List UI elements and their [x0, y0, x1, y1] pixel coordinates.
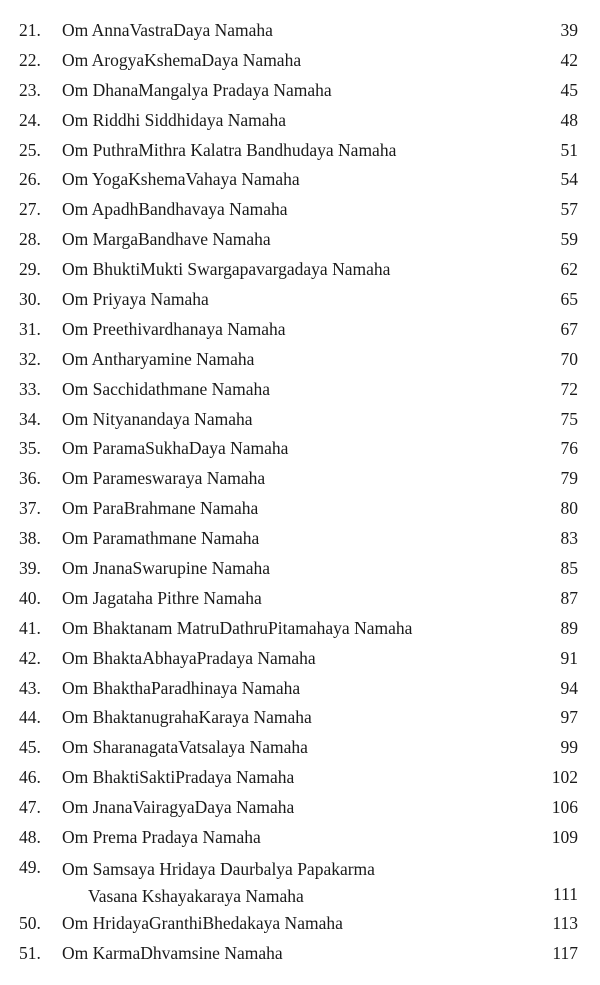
entry-number: 43. — [19, 677, 41, 698]
table-of-contents — [0, 16, 600, 969]
toc-entry — [0, 939, 600, 969]
entry-title: Om AnnaVastraDaya Namaha — [62, 20, 273, 40]
entry-number: 50. — [19, 912, 41, 933]
entry-page-number: 117 — [552, 942, 578, 963]
entry-number: 51. — [19, 942, 41, 963]
toc-entry — [0, 494, 600, 524]
toc-entry — [0, 823, 600, 853]
entry-page-number: 70 — [560, 348, 578, 369]
toc-entry — [0, 614, 600, 644]
entry-number: 49. — [19, 856, 41, 877]
toc-entry — [0, 763, 600, 793]
entry-number: 24. — [19, 109, 41, 130]
toc-entry — [0, 793, 600, 823]
entry-number: 33. — [19, 378, 41, 399]
entry-page-number: 59 — [560, 229, 578, 250]
entry-page-number: 83 — [560, 528, 578, 549]
toc-entry — [0, 285, 600, 315]
entry-number: 48. — [19, 827, 41, 848]
entry-title: Om ApadhBandhavaya Namaha — [62, 199, 288, 220]
entry-title: Om BhaktiSaktiPradaya Namaha — [62, 767, 295, 788]
entry-page-number: 106 — [551, 797, 578, 818]
toc-entry — [0, 909, 600, 939]
entry-page-number: 91 — [560, 647, 578, 668]
entry-page-number: 67 — [560, 318, 578, 339]
entry-title — [62, 856, 530, 910]
toc-entry — [0, 405, 600, 435]
toc-entry — [0, 524, 600, 554]
entry-title: Om Parameswaraya Namaha — [62, 468, 266, 489]
entry-page-number: 75 — [560, 408, 578, 429]
entry-title: Om Bhaktanam MatruDathruPitamahaya Namaha — [62, 617, 413, 638]
entry-title: Om Preethivardhanaya Namaha — [62, 318, 286, 339]
entry-title: Om Paramathmane Namaha — [62, 528, 260, 549]
toc-entry — [0, 46, 600, 76]
entry-title: Om Antharyamine Namaha — [62, 348, 255, 369]
entry-page-number: 62 — [560, 259, 578, 280]
toc-entry — [0, 225, 600, 255]
entry-title: Om BhuktiMukti Swargapavargadaya Namaha — [62, 259, 391, 280]
entry-page-number: 87 — [560, 587, 578, 608]
entry-title: Om ParamaSukhaDaya Namaha — [62, 438, 289, 459]
entry-number: 46. — [19, 767, 41, 788]
entry-page-number: 72 — [560, 378, 578, 399]
entry-title: Om BhakthaParadhinaya Namaha — [62, 677, 301, 698]
entry-page-number: 48 — [560, 109, 578, 130]
entry-number: 27. — [19, 199, 41, 220]
toc-entry — [0, 733, 600, 763]
entry-title: Om ArogyaKshemaDaya Namaha — [62, 49, 302, 70]
entry-title: Om KarmaDhvamsine Namaha — [62, 942, 283, 963]
toc-entry — [0, 375, 600, 405]
entry-number: 40. — [19, 587, 41, 608]
entry-page-number: 45 — [560, 79, 578, 100]
entry-page-number: 57 — [560, 199, 578, 220]
entry-number: 29. — [19, 259, 41, 280]
entry-title: Om JnanaVairagyaDaya Namaha — [62, 797, 295, 818]
toc-entry — [0, 554, 600, 584]
toc-entry — [0, 434, 600, 464]
entry-page-number: 85 — [560, 558, 578, 579]
entry-number: 22. — [19, 49, 41, 70]
toc-entry — [0, 76, 600, 106]
entry-page-number: 102 — [551, 767, 578, 788]
toc-entry — [0, 16, 600, 46]
entry-number: 38. — [19, 528, 41, 549]
toc-entry — [0, 195, 600, 225]
entry-page-number: 54 — [560, 169, 578, 190]
entry-number: 30. — [19, 289, 41, 310]
entry-number: 23. — [19, 79, 41, 100]
entry-number: 28. — [19, 229, 41, 250]
entry-title: Om YogaKshemaVahaya Namaha — [62, 169, 300, 190]
toc-entry — [0, 674, 600, 704]
toc-entry — [0, 644, 600, 674]
entry-title: Om Priyaya Namaha — [62, 289, 209, 310]
entry-title: Om Sacchidathmane Namaha — [62, 378, 270, 399]
entry-number: 44. — [19, 707, 41, 728]
entry-title: Om Prema Pradaya Namaha — [62, 827, 261, 848]
entry-page-number: 111 — [553, 883, 578, 904]
toc-entry — [0, 106, 600, 136]
entry-number: 25. — [19, 139, 41, 160]
entry-title: Om DhanaMangalya Pradaya Namaha — [62, 79, 332, 100]
toc-entry — [0, 703, 600, 733]
toc-entry — [0, 853, 600, 909]
entry-title: Om HridayaGranthiBhedakaya Namaha — [62, 912, 343, 933]
entry-number: 42. — [19, 647, 41, 668]
toc-entry — [0, 345, 600, 375]
entry-page-number: 65 — [560, 289, 578, 310]
entry-title: Om Jagataha Pithre Namaha — [62, 587, 262, 608]
entry-page-number: 79 — [560, 468, 578, 489]
entry-number: 21. — [19, 20, 41, 40]
entry-number: 47. — [19, 797, 41, 818]
toc-entry — [0, 315, 600, 345]
entry-title: Om Riddhi Siddhidaya Namaha — [62, 109, 287, 130]
entry-number: 39. — [19, 558, 41, 579]
entry-page-number: 94 — [560, 677, 578, 698]
toc-entry — [0, 464, 600, 494]
entry-title: Om MargaBandhave Namaha — [62, 229, 271, 250]
entry-number: 35. — [19, 438, 41, 459]
entry-title: Om BhaktanugrahaKaraya Namaha — [62, 707, 312, 728]
entry-page-number: 97 — [560, 707, 578, 728]
entry-page-number: 39 — [560, 20, 578, 40]
entry-number: 34. — [19, 408, 41, 429]
entry-title: Om Nityanandaya Namaha — [62, 408, 253, 429]
entry-number: 26. — [19, 169, 41, 190]
toc-entry — [0, 584, 600, 614]
toc-entry — [0, 255, 600, 285]
entry-number: 36. — [19, 468, 41, 489]
entry-page-number: 89 — [560, 617, 578, 638]
entry-number: 41. — [19, 617, 41, 638]
entry-number: 45. — [19, 737, 41, 758]
entry-title-line-1: Om Samsaya Hridaya Daurbalya Papakarma — [62, 858, 375, 879]
entry-page-number: 99 — [560, 737, 578, 758]
entry-title: Om BhaktaAbhayaPradaya Namaha — [62, 647, 316, 668]
entry-title-line-2: Vasana Kshayakaraya Namaha — [88, 885, 304, 906]
entry-number: 31. — [19, 318, 41, 339]
entry-title: Om SharanagataVatsalaya Namaha — [62, 737, 308, 758]
entry-number: 37. — [19, 498, 41, 519]
entry-page-number: 109 — [551, 827, 578, 848]
toc-entry — [0, 136, 600, 166]
entry-title: Om PuthraMithra Kalatra Bandhudaya Namaha — [62, 139, 397, 160]
entry-page-number: 51 — [560, 139, 578, 160]
entry-page-number: 76 — [560, 438, 578, 459]
entry-title: Om JnanaSwarupine Namaha — [62, 558, 270, 579]
entry-page-number: 80 — [560, 498, 578, 519]
entry-number: 32. — [19, 348, 41, 369]
entry-page-number: 113 — [552, 912, 578, 933]
entry-title: Om ParaBrahmane Namaha — [62, 498, 259, 519]
toc-entry — [0, 165, 600, 195]
entry-page-number: 42 — [560, 49, 578, 70]
